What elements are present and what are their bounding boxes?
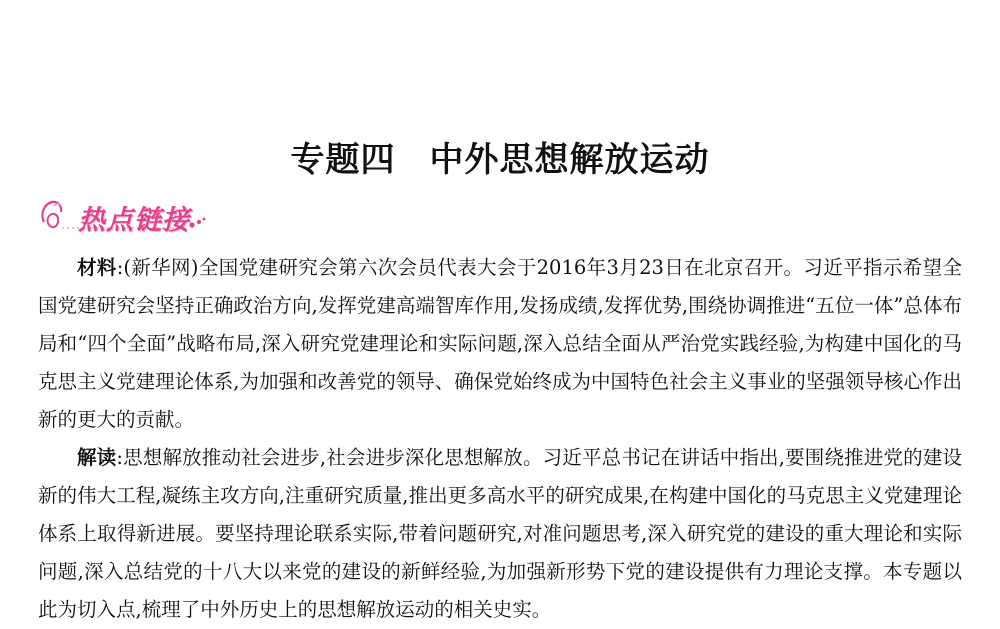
article-body [38,249,962,629]
title-topic-number: 专题四 [290,140,396,180]
interpretation-lead: 解读 [77,446,117,469]
material-lead: 材料 [77,256,117,279]
badge-label: 热点链接 [78,205,190,236]
hot-link-badge [36,192,206,236]
material-paragraph [38,249,962,439]
title-topic-name: 中外思想解放运动 [429,140,710,180]
material-text: :(新华网)全国党建研究会第六次会员代表大会于2016年3月23日在北京召开。习近平指示希望全国党建研究会坚持正确政治方向,发挥党建高端智库作用,发扬成绩,发挥优势,围绕协调推进“五位一体”总体布局和“四个全面”战略布局,深入研究党建理论和实际问题,深入总结全面从严治党实践经验,为构建中国化的马克思主义党建理论体系,为加强和改善党的领导、确保党始终成为中国特色社会主义事业的坚强领导核心作出新的更大的贡献。 [38,256,962,431]
page-title [0,132,1000,181]
interpretation-text: :思想解放推动社会进步,社会进步深化思想解放。习近平总书记在讲话中指出,要围绕推进党的建设新的伟大工程,凝练主攻方向,注重研究质量,推出更多高水平的研究成果,在构建中国化的马克思主义党建理论体系上取得新进展。要坚持理论联系实际,带着问题研究,对准问题思考,深入研究党的建设的重大理论和实际问题,深入总结党的十八大以来党的建设的新鲜经验,为加强新形势下党的建设提供有力理论支撑。本专题以此为切入点,梳理了中外历史上的思想解放运动的相关史实。 [38,446,962,621]
interpretation-paragraph [38,439,962,629]
